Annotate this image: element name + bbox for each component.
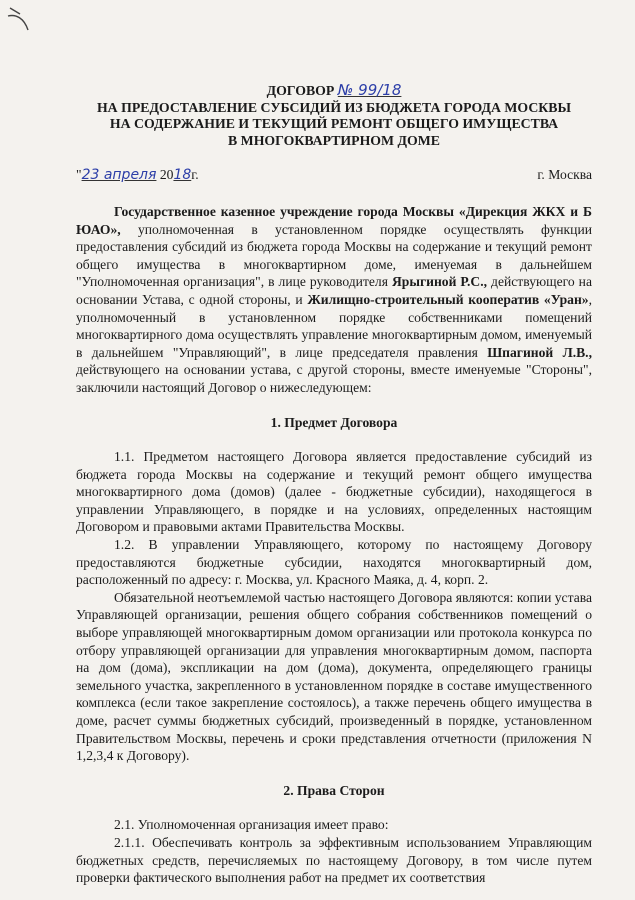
title-line-4: В МНОГОКВАРТИРНОМ ДОМЕ bbox=[228, 132, 440, 148]
clause-1-annex: Обязательной неотъемлемой частью настоящего Договора являются: копии устава Управляющей организации, решения общего собрания собственников помещений о выборе управляющей многоквартирным домом организации или протокола конкурса по отбору управляющей организации для управления многоквартирным домом, паспорта на дом (дома), экспликации на дом (дома), документа, определяющего границы земельного участка, закрепленного в установленном порядке в составе имущественного комплекса (если такое закрепление состоялось), а также перечень общего имущества в доме, расчет суммы бюджетных субсидий, произведенный в порядке, установленном Правительством Москвы, перечень и сроки представления отчетности (приложения N 1,2,3,4 к Договору). bbox=[76, 589, 592, 764]
person2-name: Шпагиной Л.В., bbox=[487, 344, 592, 360]
section-2-heading: 2. Права Сторон bbox=[283, 782, 385, 798]
clause-1-2: 1.2. В управлении Управляющего, которому по настоящему Договору предоставляются бюджетные субсидии, находятся многоквартирный дом, расположенный по адресу: г. Москва, ул. Красного Маяка, д. 4, корп. 2. bbox=[76, 537, 592, 588]
contract-number: № 99/18 bbox=[337, 81, 402, 99]
intro-text-2: действующего на основании Устава, с одной стороны, и bbox=[76, 274, 592, 307]
clause-2-1: 2.1. Уполномоченная организация имеет право: bbox=[114, 817, 389, 833]
person1-name: Ярыгиной Р.С., bbox=[391, 274, 488, 290]
year-suffix: г. bbox=[191, 167, 199, 183]
title-word: ДОГОВОР bbox=[266, 83, 335, 98]
year-handwritten: 18 bbox=[173, 167, 192, 184]
intro-text-3: , уполномоченный в установленном порядке собственниками помещений многоквартирного дома осуществлять управление многоквартирным домом, именуемый в дальнейшем "Управляющий", в лице председателя правления bbox=[76, 291, 592, 360]
title-line-1 bbox=[76, 82, 592, 100]
clause-2-1-1: 2.1.1. Обеспечивать контроль за эффективным использованием Управляющим бюджетных средств, перечисляемых по настоящему Договору, в том числе путем проверки фактического выполнения работ на предмет их соответствия bbox=[76, 834, 592, 886]
city: г. Москва bbox=[537, 167, 592, 183]
quote-mark: " bbox=[76, 167, 82, 183]
section-1-heading: 1. Предмет Договора bbox=[270, 414, 398, 430]
date-line bbox=[76, 166, 592, 185]
year-prefix: 20 bbox=[159, 167, 174, 183]
clause-1-1: 1.1. Предметом настоящего Договора является предоставление субсидий из бюджета города Москвы на содержание и текущий ремонт общего имущества многоквартирного дома (домов) (далее - бюджетные субсидии), находящегося в управлении Управляющего, в порядке и на условиях, определенных настоящим Договором и правовыми актами Правительства Москвы. bbox=[76, 449, 592, 535]
title-line-2: НА ПРЕДОСТАВЛЕНИЕ СУБСИДИЙ ИЗ БЮДЖЕТА ГОРОДА МОСКВЫ bbox=[96, 99, 572, 115]
contract-date bbox=[76, 166, 199, 185]
intro-text-4: действующего на основании устава, с другой стороны, вместе именуемые "Стороны", заключили настоящий Договор о нижеследующем: bbox=[76, 362, 592, 395]
title-line-3: НА СОДЕРЖАНИЕ И ТЕКУЩИЙ РЕМОНТ ОБЩЕГО ИМУЩЕСТВА bbox=[109, 116, 559, 132]
document-content bbox=[76, 82, 592, 887]
corner-pen-mark bbox=[6, 2, 46, 42]
contract-title bbox=[76, 82, 592, 149]
intro-paragraph bbox=[76, 203, 592, 397]
org2-name: Жилищно-строительный кооператив «Уран» bbox=[307, 291, 589, 307]
intro-text-1: уполномоченная в установленном порядке осуществлять функции предоставления субсидий из бюджета города Москвы на содержание и текущий ремонт общего имущества в многоквартирном доме, именуемая в дальнейшем "Уполномоченная организация", в лице руководителя bbox=[76, 221, 592, 290]
org1-name: Государственное казенное учреждение города Москвы «Дирекция ЖКХ и Б ЮАО», bbox=[76, 203, 592, 237]
date-handwritten: 23 апреля bbox=[81, 167, 157, 184]
